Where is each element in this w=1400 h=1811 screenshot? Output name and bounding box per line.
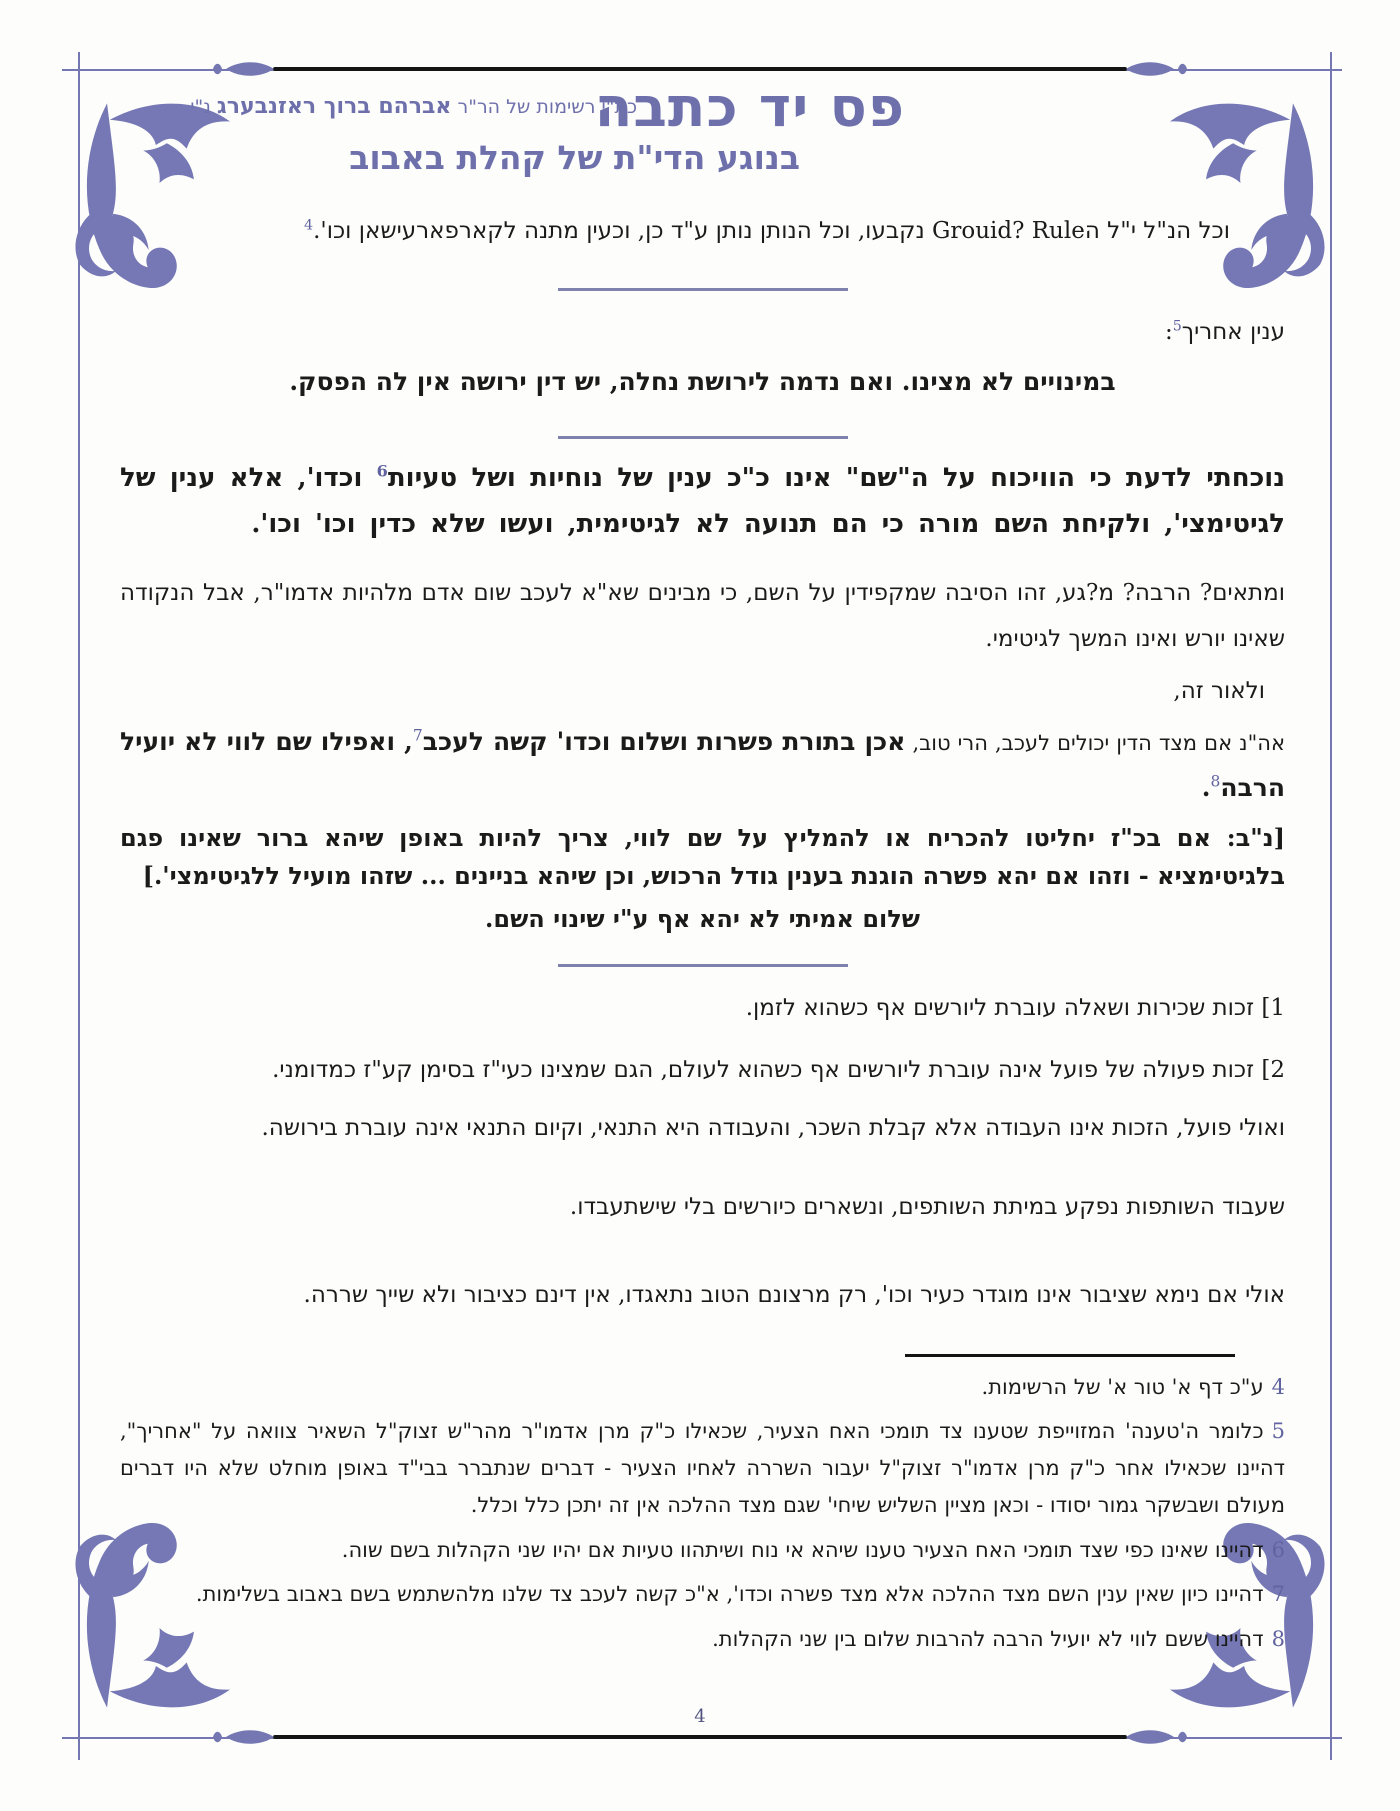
paragraph-text: : [1164, 319, 1173, 345]
footnote [120, 1413, 1285, 1523]
footnotes-section [120, 1369, 1285, 1658]
paragraph-inyan-acharecha [120, 315, 1285, 350]
footnote-text: כלומר ה'טענה' המזוייפת שטענו צד תומכי האח הצעיר, שכאילו כ"ק מרן אדמו"ר מהר"ש זצוק"ל השאיר צוואה על "אחריך", דהיינו שכאילו אחר כ"ק מרן אדמו"ר זצוק"ל יעבור השררה לאחיו הצעיר - דברים שנתברר בבי"ד באופן מוחלט שלא היו דברים מעולם ושבשקר גמור יסודו - וכאן מציין השליש שיחי' שגם מצד ההלכה אין זה יתכן כלל וכלל. [120, 1419, 1285, 1517]
paragraph-nota-bene: [נ"ב: אם בכ"ז יחליטו להכריח או להמליץ על שם לווי, צריך להיות באופן שיהא ברור שאינו פגם בלגיטימציא - וזהו אם יהא פשרה הוגנת בענין גודל הרכוש, וכן שיהא בניינים ... שזהו מועיל ללגיטימצי'.] [120, 823, 1285, 891]
list-item: 1] זכות שכירות ושאלה עוברת ליורשים אף כשהוא לזמן. [745, 995, 1285, 1022]
paragraph-nochachti [120, 455, 1285, 549]
footnote [120, 1369, 1285, 1406]
list-item: 2] זכות פעולה של פועל אינה עוברת ליורשים אף כשהוא לעולם, הגם שמצינו כעי"ז בסימן קע"ז כמדומני. [272, 1056, 1285, 1083]
page-number: 4 [694, 1706, 706, 1727]
page-subtitle: בנוגע הדי"ת של קהלת באבוב [349, 138, 800, 177]
paragraph-text: אה"נ אם מצד הדין יכולים לעכב, הרי טוב, [905, 730, 1285, 755]
footnote-number: 4 [1271, 1374, 1285, 1399]
document-header [120, 75, 1285, 184]
bold-shalom-line: שלום אמיתי לא יהא אף ע"י שינוי השם. [485, 903, 920, 933]
footnote [120, 1621, 1285, 1658]
footnote-ref-8: 8 [1210, 772, 1221, 791]
paragraph-text: וכל הנ"ל י"ל ה [1084, 218, 1230, 244]
bold-text: . [1201, 772, 1211, 802]
bold-text: אכן בתורת פשרות ושלום וכדו' קשה לעכב [422, 726, 906, 756]
paragraph-grouid-rule [120, 208, 1285, 254]
footnote-number: 6 [1271, 1537, 1285, 1562]
bold-text: , ואפילו שם לווי לא יועיל הרבה [120, 726, 1285, 802]
footnote-text: דהיינו שאינו כפי שצד תומכי האח הצעיר טענו שיהא אי נוח ושיתהוו טעיות אם יהיו שני הקהלות בשם שוה. [341, 1537, 1264, 1562]
page-title: פס יד כתבה [594, 75, 905, 139]
footnote-number: 7 [1271, 1582, 1285, 1607]
footnote-number: 8 [1271, 1627, 1285, 1652]
attribution-pre: כת"י רשימות של הר"ר [451, 96, 637, 118]
attribution-post: נ"י [190, 96, 217, 118]
paragraph-text: וכדו', אלא ענין של לגיטימצי', ולקיחת השם מורה כי הם תנועה לא לגיטימית, ועשו שלא כדין וכו' וכו'. [120, 462, 1285, 540]
footnote-separator [905, 1354, 1235, 1357]
author-name: אברהם ברוך ראזנבערג [216, 94, 452, 119]
footnote [120, 1576, 1285, 1613]
latin-inline-text: Grouid? Rule [931, 218, 1085, 244]
footnote-ref-5: 5 [1172, 318, 1182, 335]
manuscript-attribution [190, 94, 637, 119]
paragraph-text: נוכחתי לדעת כי הוויכוח על ה"שם" אינו כ"כ ענין של נוחיות ושל טעיות [387, 462, 1286, 493]
footnote-text: ע"כ דף א' טור א' של הרשימות. [981, 1374, 1264, 1399]
footnote-ref-6: 6 [376, 460, 388, 480]
section-separator [558, 436, 848, 439]
paragraph-ulai-tzibur: אולי אם נימא שציבור אינו מוגדר כעיר וכו', רק מרצונם הטוב נתאגדו, אין דינם כציבור ולא שייך שררה. [303, 1282, 1285, 1309]
footnote [120, 1532, 1285, 1569]
paragraph-uleor: ולאור זה, [1173, 678, 1265, 705]
paragraph-text: נקבעו, וכל הנותן נותן ע"ד כן, וכעין מתנה לקארפארעישאן וכו'. [313, 218, 932, 244]
footnote-text: דהיינו כיון שאין ענין השם מצד ההלכה אלא מצד פשרה וכדו', א"כ קשה לעכב צד שלנו מלהשתמש בשם באבוב בשלימות. [195, 1582, 1264, 1607]
section-separator [558, 964, 848, 967]
paragraph-ahn [120, 719, 1285, 812]
bold-ruling-line: במינויים לא מצינו. ואם נדמה לירושת נחלה, יש דין ירושה אין לה הפסק. [289, 366, 1116, 396]
paragraph-shibud: שעבוד השותפות נפקע במיתת השותפים, ונשארים כיורשים בלי שישתעבדו. [569, 1194, 1285, 1221]
section-separator [558, 288, 848, 291]
paragraph-text: ענין אחריך [1181, 319, 1285, 345]
paragraph-veulai: ואולי פועל, הזכות אינו העבודה אלא קבלת השכר, והעבודה היא התנאי, וקיום התנאי אינה עוברת בירושה. [261, 1114, 1285, 1141]
footnote-ref-7: 7 [412, 726, 423, 745]
footnote-ref-4: 4 [303, 217, 314, 234]
paragraph-umatim: ומתאים? הרבה? מ?גע, זהו הסיבה שמקפידין על השם, כי מבינים שא"א לעכב שום אדם מלהיות אדמו"ר, אבל הנקודה שאינו יורש ואינו המשך לגיטימי. [120, 580, 1285, 653]
footnote-number: 5 [1271, 1419, 1285, 1444]
footnote-text: דהיינו ששם לווי לא יועיל הרבה להרבות שלום בין שני הקהלות. [712, 1627, 1264, 1652]
